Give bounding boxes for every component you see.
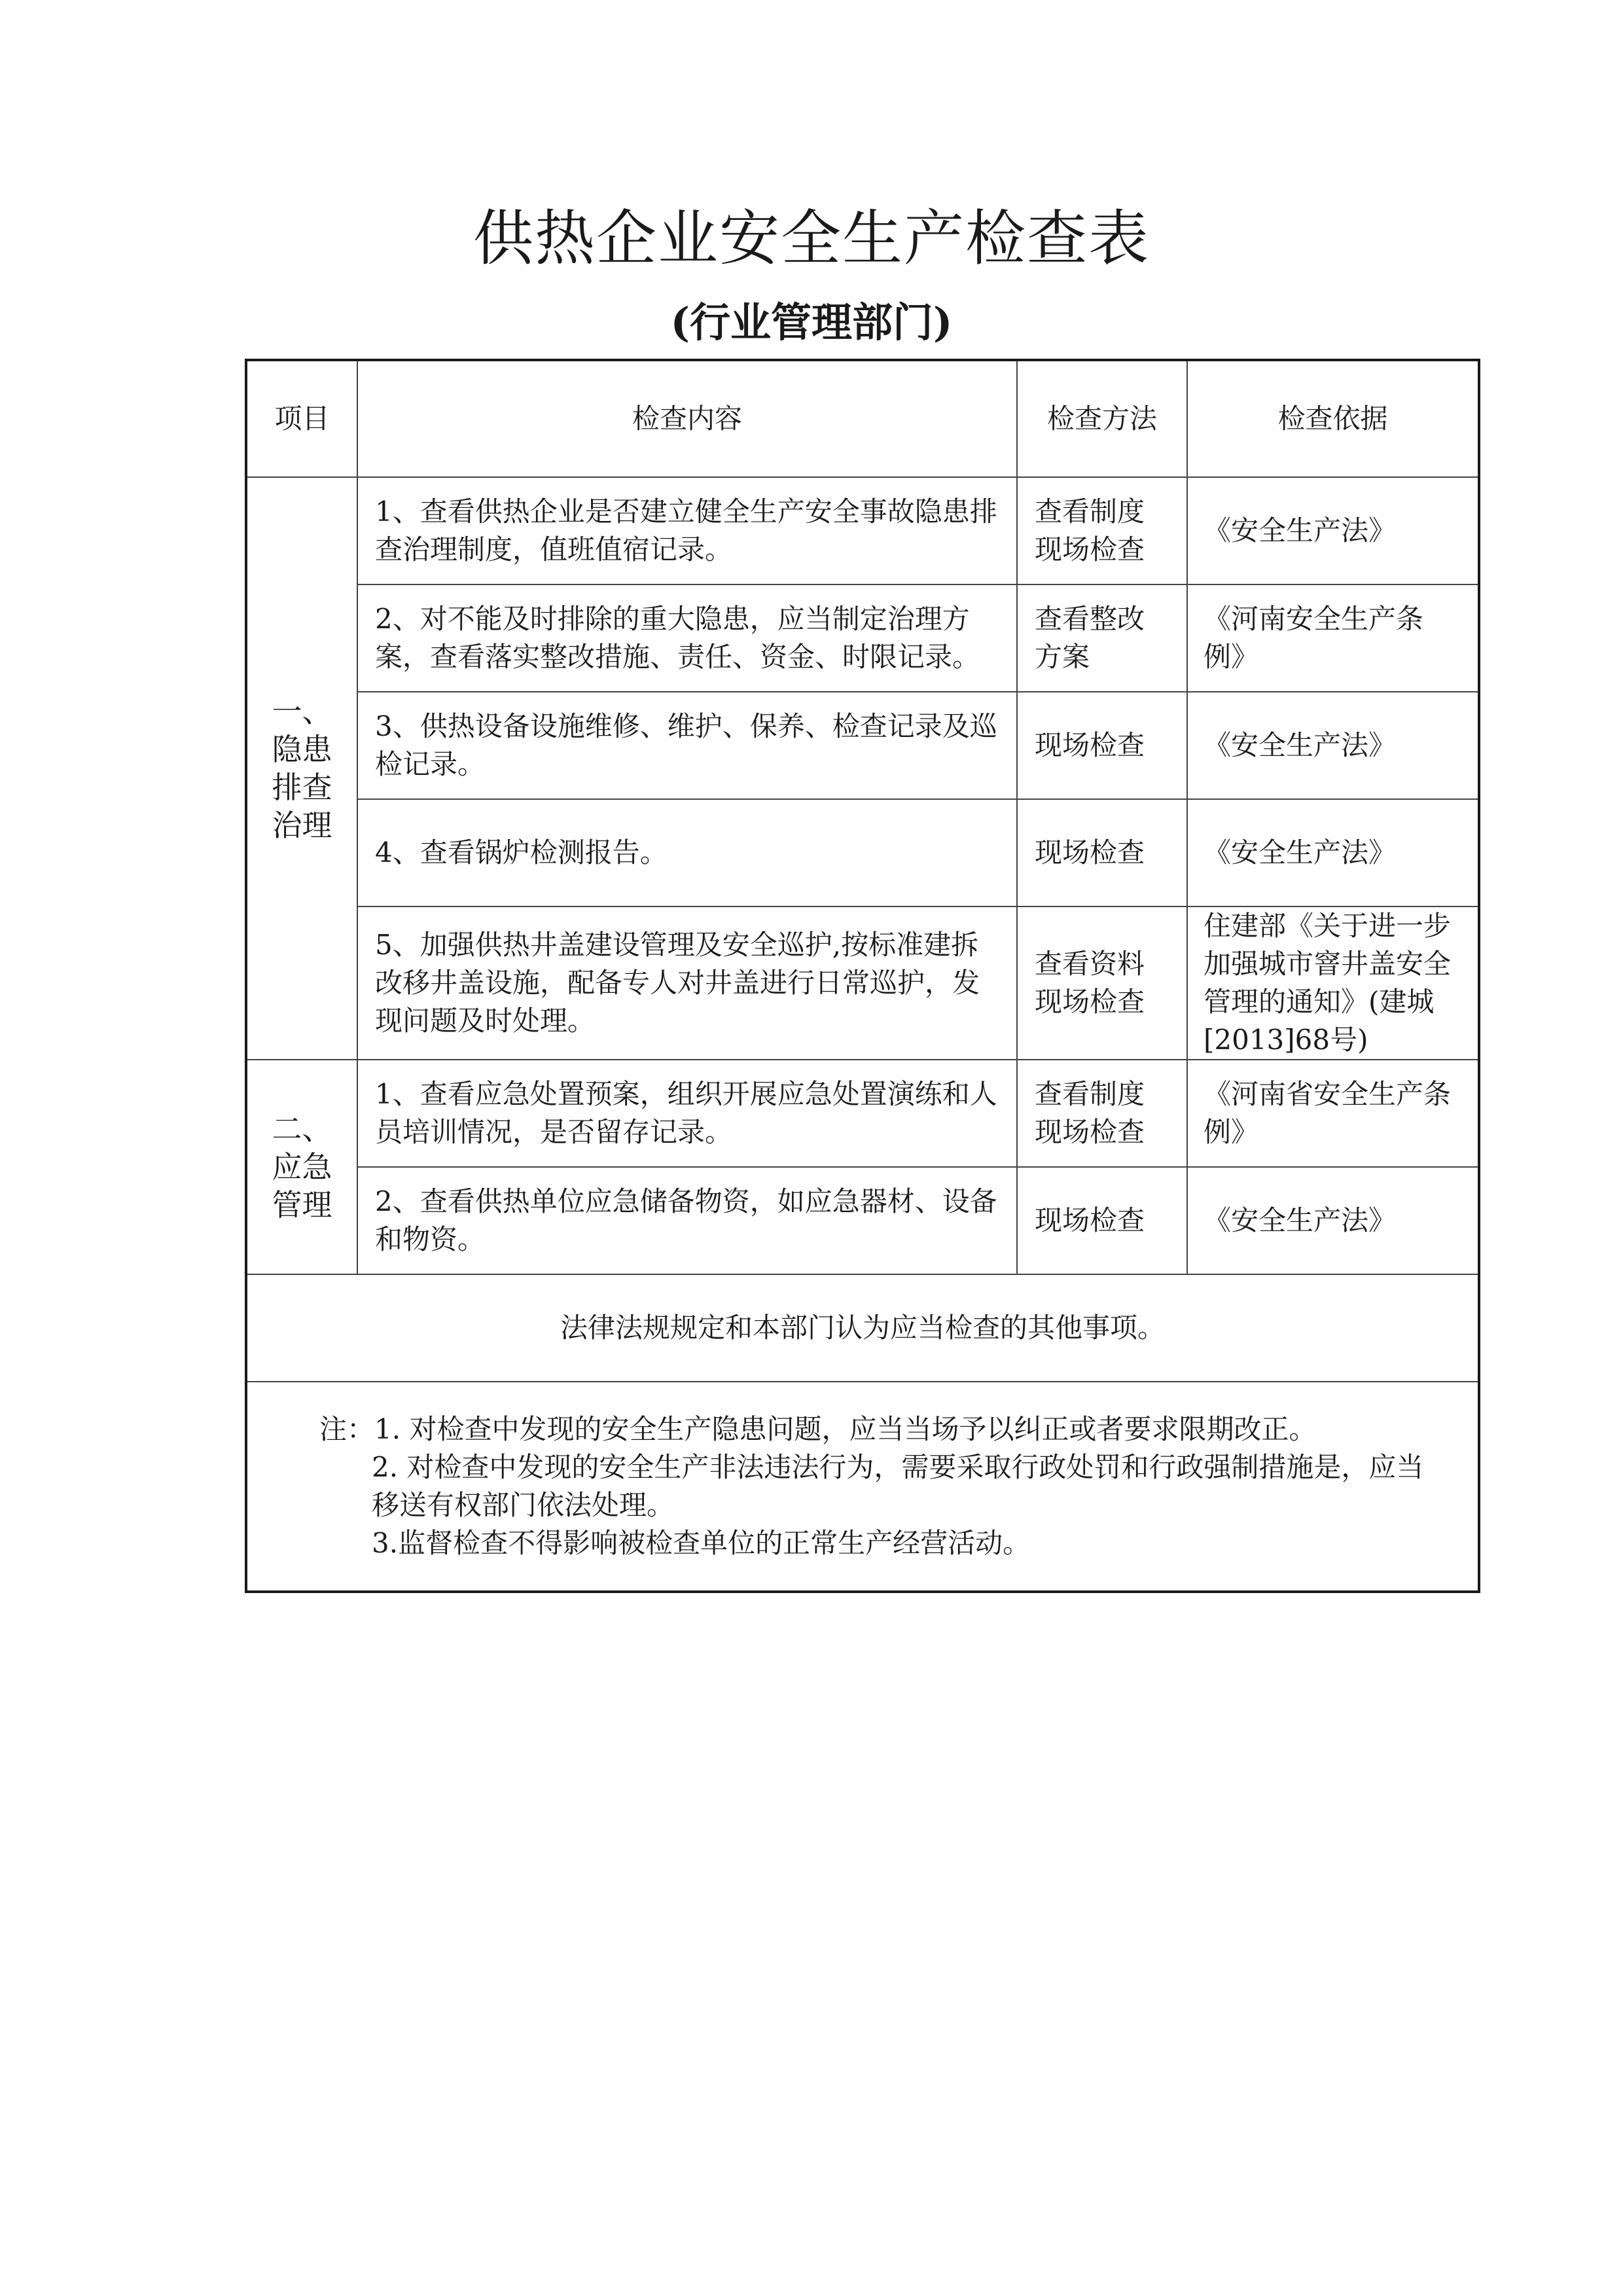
table-row: [246, 584, 1479, 692]
check-basis: 《安全生产法》: [1187, 692, 1479, 799]
check-method: 查看整改 方案: [1017, 584, 1187, 692]
check-method: 现场检查: [1017, 1167, 1187, 1274]
check-basis: 住建部《关于进一步加强城市窨井盖安全管理的通知》(建城[2013]68号): [1187, 906, 1479, 1060]
check-method: 现场检查: [1017, 692, 1187, 799]
check-basis: 《河南省安全生产条例》: [1187, 1060, 1479, 1167]
table-row: [246, 799, 1479, 906]
notes-row: [246, 1382, 1479, 1592]
document-title: 供热企业安全生产检查表: [473, 204, 1150, 274]
check-content: 3、供热设备设施维修、维护、保养、检查记录及巡检记录。: [357, 692, 1017, 799]
document-subtitle: (行业管理部门): [670, 298, 953, 346]
table-row: [246, 692, 1479, 799]
header-basis: 检查依据: [1187, 360, 1479, 477]
note-item: 2. 对检查中发现的安全生产非法违法行为，需要采取行政处罚和行政强制措施是，应当移送有权部门依法处理。: [372, 1451, 1424, 1521]
check-method: 查看资料 现场检查: [1017, 906, 1187, 1060]
check-content: 1、查看供热企业是否建立健全生产安全事故隐患排查治理制度，值班值宿记录。: [357, 477, 1017, 584]
table-row: [246, 906, 1479, 1060]
notes-cell: [246, 1382, 1479, 1592]
category-label: 一、 隐患 排查 治理: [272, 694, 332, 843]
table-row: [246, 1167, 1479, 1274]
check-content: 2、查看供热单位应急储备物资，如应急器材、设备和物资。: [357, 1167, 1017, 1274]
note-line: [319, 1410, 1438, 1448]
check-content: 1、查看应急处置预案，组织开展应急处置演练和人员培训情况，是否留存记录。: [357, 1060, 1017, 1167]
header-method: 检查方法: [1017, 360, 1187, 477]
other-items-text: 法律法规规定和本部门认为应当检查的其他事项。: [246, 1274, 1479, 1382]
check-content: 2、对不能及时排除的重大隐患，应当制定治理方案，查看落实整改措施、责任、资金、时限记录。: [357, 584, 1017, 692]
check-basis: 《安全生产法》: [1187, 477, 1479, 584]
inspection-table: [245, 359, 1480, 1593]
category-emergency-cell: [246, 1060, 357, 1274]
table-row: [246, 1060, 1479, 1167]
other-items-row: [246, 1274, 1479, 1382]
header-content: 检查内容: [357, 360, 1017, 477]
check-content: 5、加强供热井盖建设管理及安全巡护,按标准建拆改移井盖设施，配备专人对井盖进行日常巡护，发现问题及时处理。: [357, 906, 1017, 1060]
header-item: 项目: [246, 360, 357, 477]
check-method: 查看制度 现场检查: [1017, 1060, 1187, 1167]
notes-prefix: 注：: [319, 1413, 375, 1445]
check-basis: 《安全生产法》: [1187, 799, 1479, 906]
category-hazard-cell: [246, 477, 357, 1060]
check-method: 现场检查: [1017, 799, 1187, 906]
table-header-row: [246, 360, 1479, 477]
check-basis: 《河南安全生产条例》: [1187, 584, 1479, 692]
table-row: [246, 477, 1479, 584]
note-item: 1. 对检查中发现的安全生产隐患问题，应当当场予以纠正或者要求限期改正。: [374, 1413, 1317, 1445]
check-method: 查看制度 现场检查: [1017, 477, 1187, 584]
check-content: 4、查看锅炉检测报告。: [357, 799, 1017, 906]
note-item: 3.监督检查不得影响被检查单位的正常生产经营活动。: [372, 1527, 1031, 1559]
check-basis: 《安全生产法》: [1187, 1167, 1479, 1274]
category-label: 二、 应急 管理: [272, 1111, 332, 1223]
